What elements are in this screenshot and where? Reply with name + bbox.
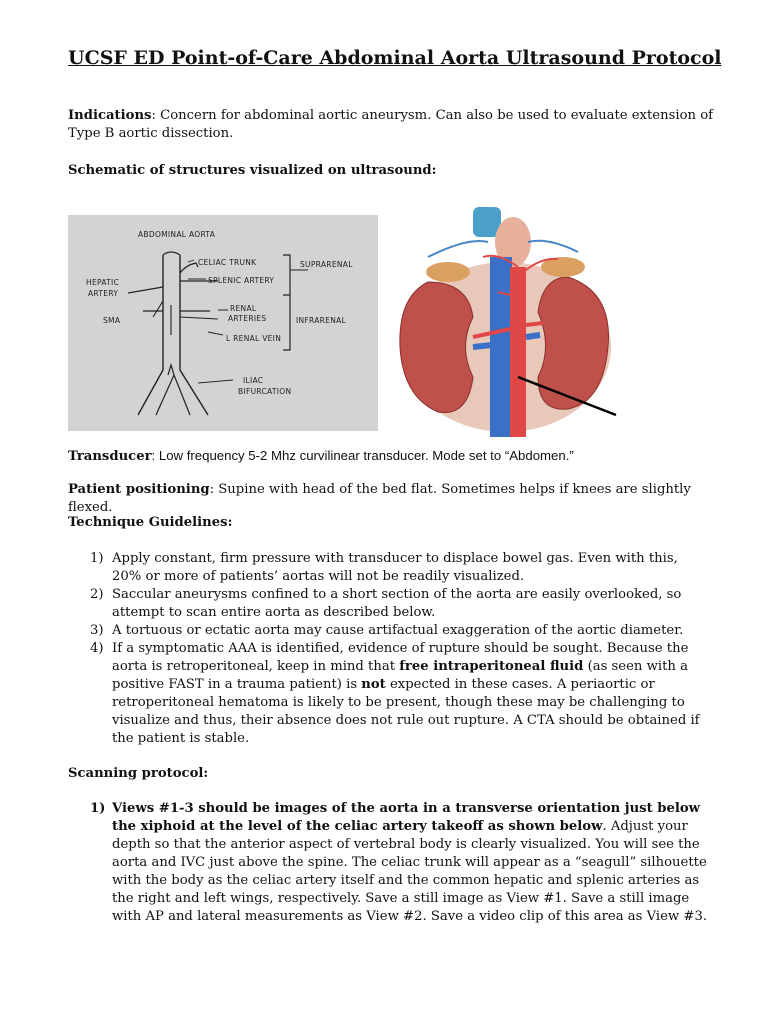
list-item <box>68 622 708 640</box>
scanning-heading: Scanning protocol: <box>68 766 209 781</box>
list-text: expected in these cases. A periaortic or retroperitoneal hematoma is likely to be present, though these may be challenging to visualize and thus, their absence does not rule out rupture. A CTA should be obtained if the patient is stable. <box>112 677 700 746</box>
label-hepatic-2: ARTERY <box>88 289 119 298</box>
schematic-drawing <box>68 215 378 431</box>
label-renal-1: RENAL <box>230 304 257 313</box>
schematic-figure <box>68 215 378 431</box>
list-number: 4) <box>90 641 104 656</box>
list-number: 1) <box>90 801 106 816</box>
indications-label: Indications <box>68 108 152 123</box>
label-splenic-artery: SPLENIC ARTERY <box>208 276 275 285</box>
label-celiac-trunk: CELIAC TRUNK <box>198 258 257 267</box>
indications-paragraph <box>68 107 718 143</box>
indications-text: : Concern for abdominal aortic aneurysm. Can also be used to evaluate extension of Type B aortic dissection. <box>68 108 714 141</box>
label-sma: SMA <box>103 316 121 325</box>
transducer-label: Transducer <box>68 449 152 464</box>
page-title: UCSF ED Point-of-Care Abdominal Aorta Ultrasound Protocol <box>68 47 722 69</box>
list-number: 1) <box>90 551 104 566</box>
label-iliac-1: ILIAC <box>243 376 264 385</box>
positioning-paragraph <box>68 481 718 517</box>
list-item <box>68 550 708 586</box>
list-item <box>68 640 708 748</box>
list-item <box>68 800 708 926</box>
list-text: Apply constant, firm pressure with transducer to displace bowel gas. Even with this, 20% or more of patients’ aortas will not be readily visualized. <box>112 551 678 584</box>
label-iliac-2: BIFURCATION <box>238 387 292 396</box>
schematic-title: ABDOMINAL AORTA <box>138 230 216 239</box>
label-suprarenal: SUPRARENAL <box>300 260 353 269</box>
list-item <box>68 586 708 622</box>
list-text: (as seen with a positive FAST in a trauma patient) is <box>112 659 688 692</box>
transducer-text: : Low frequency 5-2 Mhz curvilinear transducer. Mode set to “Abdomen.” <box>151 448 574 463</box>
list-text-bold: not <box>361 677 386 692</box>
transducer-paragraph <box>68 447 718 466</box>
list-text: Saccular aneurysms confined to a short section of the aorta are easily overlooked, so attempt to scan entire aorta as described below. <box>112 587 682 620</box>
list-number: 3) <box>90 623 104 638</box>
schematic-heading: Schematic of structures visualized on ultrasound: <box>68 163 437 178</box>
technique-heading: Technique Guidelines: <box>68 515 233 530</box>
list-text: A tortuous or ectatic aorta may cause artifactual exaggeration of the aortic diameter. <box>112 623 684 638</box>
technique-list <box>68 550 708 748</box>
label-infrarenal: INFRARENAL <box>296 316 347 325</box>
list-text: . Adjust your depth so that the anterior aspect of vertebral body is clearly visualized. You will see the aorta and IVC just above the spine. The celiac trunk will appear as a “seagull” silhouette with the body as the celiac artery itself and the common hepatic and splenic arteries as the right and left wings, respectively. Save a still image as View #1. Save a still image with AP and lateral measurements as View #2. Save a video clip of this area as View #3. <box>112 819 708 924</box>
label-hepatic-1: HEPATIC <box>86 278 120 287</box>
list-text-bold: Views #1-3 should be images of the aorta in a transverse orientation just below the xiphoid at the level of the celiac artery takeoff as shown below <box>112 801 701 834</box>
anatomy-illustration <box>388 197 620 437</box>
positioning-label: Patient positioning <box>68 482 210 497</box>
list-number: 2) <box>90 587 104 602</box>
list-text: If a symptomatic AAA is identified, evidence of rupture should be sought. Because the aorta is retroperitoneal, keep in mind that <box>112 641 689 674</box>
list-text-bold: free intraperitoneal fluid <box>399 659 584 674</box>
positioning-text: : Supine with head of the bed flat. Sometimes helps if knees are slightly flexed. <box>68 482 691 515</box>
label-left-renal-vein: L RENAL VEIN <box>226 334 282 343</box>
scanning-list <box>68 800 708 926</box>
anatomy-drawing <box>388 197 620 437</box>
label-renal-2: ARTERIES <box>228 314 267 323</box>
